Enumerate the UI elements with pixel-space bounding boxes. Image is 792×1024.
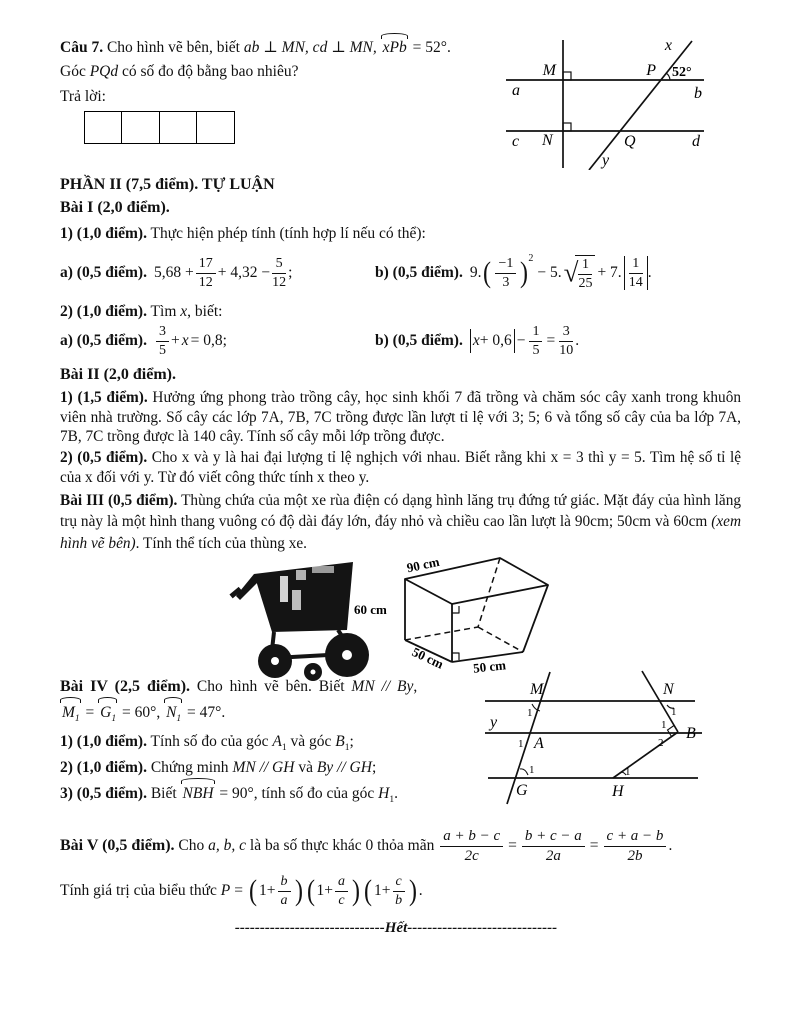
bai1-1b xyxy=(375,244,652,302)
denominator: 5 xyxy=(158,342,166,358)
numerator: b xyxy=(278,874,291,891)
bai4-item1 xyxy=(60,729,478,755)
math: By // GH xyxy=(316,759,372,776)
denominator: 12 xyxy=(198,274,213,290)
var-A: A xyxy=(272,733,282,750)
angle-1-A: 1 xyxy=(518,738,524,750)
bai1-heading: Bài I (2,0 điểm). xyxy=(60,199,170,216)
bai1-1a xyxy=(60,244,292,302)
label-y: y xyxy=(490,714,498,731)
text: Tính số đo của góc xyxy=(146,733,273,750)
fraction xyxy=(578,257,592,290)
term: 9. xyxy=(469,264,482,281)
denominator: 25 xyxy=(578,275,593,291)
text: ; xyxy=(349,733,354,750)
text: Biết xyxy=(146,785,181,802)
q7-geometry-figure xyxy=(498,28,790,170)
var-H: H xyxy=(378,785,390,802)
label-52deg: 52° xyxy=(672,65,692,80)
answer-box[interactable] xyxy=(121,111,160,144)
label-P: P xyxy=(646,62,656,79)
bai4-angle-conditions xyxy=(60,700,478,726)
term: − xyxy=(516,332,526,349)
square-root xyxy=(564,255,596,290)
numerator: 1 xyxy=(629,256,643,273)
label-N: N xyxy=(542,132,553,149)
numerator: a xyxy=(335,874,348,891)
bai4-parallel-cond: MN // By xyxy=(351,678,414,695)
text: = 90°, tính số đo của góc xyxy=(215,785,379,802)
eq: = xyxy=(234,882,243,899)
q7-answer-label: Trả lời: xyxy=(60,88,106,105)
fraction xyxy=(393,874,405,907)
numerator: −1 xyxy=(495,256,516,273)
label-A: A xyxy=(534,735,544,752)
term: = xyxy=(546,332,556,349)
dim-50cm-right: 50 cm xyxy=(472,657,507,676)
bai3-text: Thùng chứa của một xe rùa điện có dạng hình lăng trụ đứng tứ giác. Mặt đáy của hình lăng trụ này là một hình thang vuông có độ dài đáy lớn, đáy nhỏ và chiều cao lần lượt là 90cm; 50cm và 60cm xyxy=(60,492,742,531)
item1-text: Thực hiện phép tính (tính hợp lí nếu có thể): xyxy=(146,225,426,242)
text: và xyxy=(294,759,317,776)
part2-heading: PHẦN II (7,5 điểm). TỰ LUẬN xyxy=(60,176,275,193)
q7-line2-angle: PQd xyxy=(89,63,119,80)
bai3-text-italic: (xem hình vẽ bên) xyxy=(60,513,741,552)
term: ; xyxy=(288,264,293,281)
q7-line1 xyxy=(60,36,510,60)
term: 1+ xyxy=(374,882,391,899)
bai4-geometry-figure xyxy=(470,666,790,818)
angle-1-B: 1 xyxy=(661,719,667,731)
bai4-line1 xyxy=(60,674,478,700)
dashes: ------------------------------ xyxy=(407,920,558,936)
label-G: G xyxy=(516,782,528,799)
dim-50cm-left: 50 cm xyxy=(409,644,446,672)
right-angle-bottom xyxy=(452,653,459,660)
label-y: y xyxy=(602,152,610,169)
text: Tính giá trị của biểu thức xyxy=(60,882,221,899)
q7-condition: ab ⊥ MN, cd ⊥ MN, xyxy=(243,39,377,56)
variable-x: x xyxy=(181,332,189,349)
item2-pre: Tìm xyxy=(146,303,181,320)
term: . xyxy=(647,264,652,281)
label-M: M xyxy=(542,62,556,79)
text: và góc xyxy=(286,733,336,750)
angle-2-B: 2 xyxy=(658,737,664,749)
math: MN // GH xyxy=(232,759,295,776)
denominator: 2c xyxy=(464,847,479,864)
het-label: Hết xyxy=(384,920,408,936)
label-x: x xyxy=(664,37,672,54)
label-b: b xyxy=(694,85,702,102)
item2-var: x xyxy=(180,303,188,320)
sub: 1 xyxy=(389,795,395,806)
answer-box[interactable] xyxy=(159,111,198,144)
fraction xyxy=(522,828,585,863)
item1-label: 1) (1,0 điểm). xyxy=(60,225,147,242)
var-B: B xyxy=(335,733,345,750)
variable-x: x xyxy=(472,332,480,349)
angle-1-M: 1 xyxy=(527,707,533,719)
label-N: N xyxy=(663,681,674,698)
dim-60cm: 60 cm xyxy=(354,602,387,617)
prism-hidden-bottom xyxy=(405,627,478,640)
q7-label: Câu 7. xyxy=(60,39,104,56)
text: . xyxy=(668,837,673,854)
q7-intro-text: Cho hình vẽ bên, biết xyxy=(103,39,244,56)
sub: 1 xyxy=(281,743,287,754)
q7-line2-post: có số đo độ bằng bao nhiêu? xyxy=(118,63,299,80)
bai2-p1 xyxy=(60,388,741,447)
angle-G1: $G_1$ xyxy=(98,700,118,726)
denominator: 12 xyxy=(272,274,287,290)
eq: = 60°, xyxy=(122,704,161,721)
bai3-label: Bài III (0,5 điểm). xyxy=(60,492,178,509)
bai4-item3-label: 3) (0,5 điểm). xyxy=(60,785,147,802)
bai2-p2 xyxy=(60,448,741,487)
var-P: P xyxy=(220,882,231,899)
angle-NBH: NBH xyxy=(181,781,216,807)
text: . xyxy=(394,785,398,802)
denominator: 3 xyxy=(502,274,510,290)
bai3-text-end: . Tính thể tích của thùng xe. xyxy=(135,534,307,552)
dashes: ------------------------------ xyxy=(234,920,385,936)
item2-post: , biết: xyxy=(187,303,223,320)
fraction xyxy=(272,256,286,289)
fraction xyxy=(278,874,291,907)
term: − 5. xyxy=(537,264,562,281)
numerator: 17 xyxy=(196,256,216,273)
term: = 0,8; xyxy=(190,332,227,349)
right-angle-top xyxy=(452,606,459,613)
end-marker xyxy=(0,920,792,937)
bai4-item1-label: 1) (1,0 điểm). xyxy=(60,733,147,750)
bai4-label: Bài IV (2,5 điểm). xyxy=(60,678,191,695)
denominator: 14 xyxy=(628,274,643,290)
eq: = xyxy=(589,837,599,854)
bai5-expression: Tính giá trị của biểu thức P = ( 1+ $\frac{b}{a}$ ) ( 1+ $\frac{a}{c}$ ) ( 1+ $\frac{c}{b}$ ) . xyxy=(60,874,423,908)
term: + 0,6 xyxy=(479,332,512,349)
bai2-p2-label: 2) (0,5 điểm). xyxy=(60,449,148,466)
term: + 7. xyxy=(597,264,622,281)
bai1-2a xyxy=(60,316,227,366)
denominator: 10 xyxy=(559,342,574,358)
numerator: c xyxy=(393,874,405,891)
label-1b: b) (0,5 điểm). xyxy=(375,264,463,281)
angle-N1: $N_1$ xyxy=(164,700,183,726)
radical-icon: √ xyxy=(563,258,579,288)
fraction xyxy=(156,324,169,357)
right-angle-mark-n xyxy=(563,123,571,131)
q7-angle-name: xPb xyxy=(381,36,409,60)
numerator: 5 xyxy=(272,256,286,273)
text: Cho xyxy=(174,837,209,854)
label-1a: a) (0,5 điểm). xyxy=(60,264,147,281)
numerator: 3 xyxy=(156,324,169,341)
formula-1b: 9. ( $\frac{-1}{3}$ ) $^2$ − 5. √ $\frac{1}{25}$ + 7. $\frac{1}{14}$ . xyxy=(469,253,652,291)
absolute-value xyxy=(624,256,648,289)
formula-1a xyxy=(154,256,292,289)
denominator: 5 xyxy=(532,342,540,358)
prism-hidden-depth xyxy=(478,627,523,652)
bai3-paragraph xyxy=(60,490,741,554)
angle-1-H: 1 xyxy=(625,766,631,778)
term: . xyxy=(575,332,580,349)
bai4-text xyxy=(60,674,478,807)
numerator: 1 xyxy=(578,257,592,274)
fraction xyxy=(529,324,542,357)
answer-box[interactable] xyxy=(196,111,235,144)
q7-line2 xyxy=(60,60,510,84)
eq: = xyxy=(508,837,517,854)
bai2-heading: Bài II (2,0 điểm). xyxy=(60,366,176,383)
bai5-statement xyxy=(60,828,672,863)
text: Chứng minh xyxy=(146,759,233,776)
bai4-line1-end: , xyxy=(413,678,418,695)
denominator: 2b xyxy=(627,847,643,864)
eq: = 47°. xyxy=(187,704,226,721)
q7-angle-eq: = 52°. xyxy=(408,39,451,56)
fraction xyxy=(196,256,216,289)
absolute-value xyxy=(470,329,515,353)
label-a: a xyxy=(512,82,520,99)
term: + xyxy=(170,332,180,349)
label-c: c xyxy=(512,133,520,150)
angle-M1: $M_1$ xyxy=(60,700,82,726)
bai4-item3 xyxy=(60,781,478,807)
label-2a: a) (0,5 điểm). xyxy=(60,332,147,349)
bai4-intro: Cho hình vẽ bên. Biết xyxy=(190,678,352,695)
bai1-2b xyxy=(375,316,579,366)
bai2-p1-text: Hưởng ứng phong trào trồng cây, học sinh khối 7 đã trồng và chăm sóc cây xanh trong khuôn viên nhà trường. Số cây các lớp 7A, 7B, 7C trồng được lần lượt tỉ lệ với 3; 5; 6 và tổng số cây của ba lớp 7A, 7B, 7C trồng được là 140 cây. Tính số cây mỗi lớp trồng được. xyxy=(60,389,741,446)
text: . xyxy=(418,882,423,899)
eq: = xyxy=(85,704,95,721)
sub: 1 xyxy=(344,743,350,754)
bai5-line2 xyxy=(60,868,423,914)
bai4-item2 xyxy=(60,755,478,781)
answer-box[interactable] xyxy=(84,111,123,144)
text: là ba số thực khác 0 thỏa mãn xyxy=(246,837,439,854)
prism-slant-edge xyxy=(523,585,548,652)
answer-boxes xyxy=(84,111,510,144)
numerator: 1 xyxy=(529,324,542,341)
bai2-p1-label: 1) (1,5 điểm). xyxy=(60,389,148,406)
vars-abc: a, b, c xyxy=(208,837,247,854)
bai5-label: Bài V (0,5 điểm). xyxy=(60,837,175,854)
denominator: c xyxy=(338,892,345,908)
denominator: b xyxy=(395,892,403,908)
denominator: 2a xyxy=(545,847,561,864)
bai1-item1 xyxy=(60,222,426,246)
fraction xyxy=(629,256,643,289)
line-xy xyxy=(589,41,692,170)
bai4-item2-label: 2) (1,0 điểm). xyxy=(60,759,147,776)
prism-hidden-slant xyxy=(478,558,500,627)
denominator: a xyxy=(280,892,288,908)
term: 1+ xyxy=(316,882,333,899)
fraction xyxy=(559,324,573,357)
formula-2a xyxy=(154,324,227,357)
angle-arc-52 xyxy=(666,73,670,80)
formula-2b xyxy=(470,324,579,357)
numerator: b + c − a xyxy=(522,828,585,846)
angle-arc-G xyxy=(520,769,528,775)
label-H: H xyxy=(612,783,624,800)
label-2b: b) (0,5 điểm). xyxy=(375,332,463,349)
wheelbarrow-silhouette xyxy=(229,562,369,681)
label-M: M xyxy=(530,681,544,698)
q7-line2-pre: Góc xyxy=(60,63,90,80)
text: ; xyxy=(371,759,377,776)
angle-1-N: 1 xyxy=(671,706,677,718)
bai2-p2-text: Cho x và y là hai đại lượng tỉ lệ nghịch với nhau. Biết rằng khi x = 3 thì y = 5. Tìm hệ số tỉ lệ của x đối với y. Từ đó viết công thức tính x theo y. xyxy=(60,449,741,486)
segment-BH xyxy=(613,732,678,778)
numerator: c + a − b xyxy=(604,828,667,846)
term: 5,68 + xyxy=(153,264,194,281)
numerator: a + b − c xyxy=(440,828,503,846)
fraction xyxy=(335,874,348,907)
numerator: 3 xyxy=(559,324,573,341)
bai5-line1 xyxy=(60,820,672,872)
term: + 4,32 − xyxy=(217,264,271,281)
angle-1-G: 1 xyxy=(529,764,535,776)
question-7 xyxy=(60,36,510,144)
label-d: d xyxy=(692,133,700,150)
fraction xyxy=(440,828,503,863)
fraction xyxy=(604,828,667,863)
label-Q: Q xyxy=(624,133,636,150)
term: 1+ xyxy=(259,882,276,899)
dim-90cm: 90 cm xyxy=(405,553,441,576)
right-angle-mark-m xyxy=(563,72,571,80)
label-B: B xyxy=(686,725,696,742)
item2-label: 2) (1,0 điểm). xyxy=(60,303,147,320)
fraction xyxy=(495,256,516,289)
